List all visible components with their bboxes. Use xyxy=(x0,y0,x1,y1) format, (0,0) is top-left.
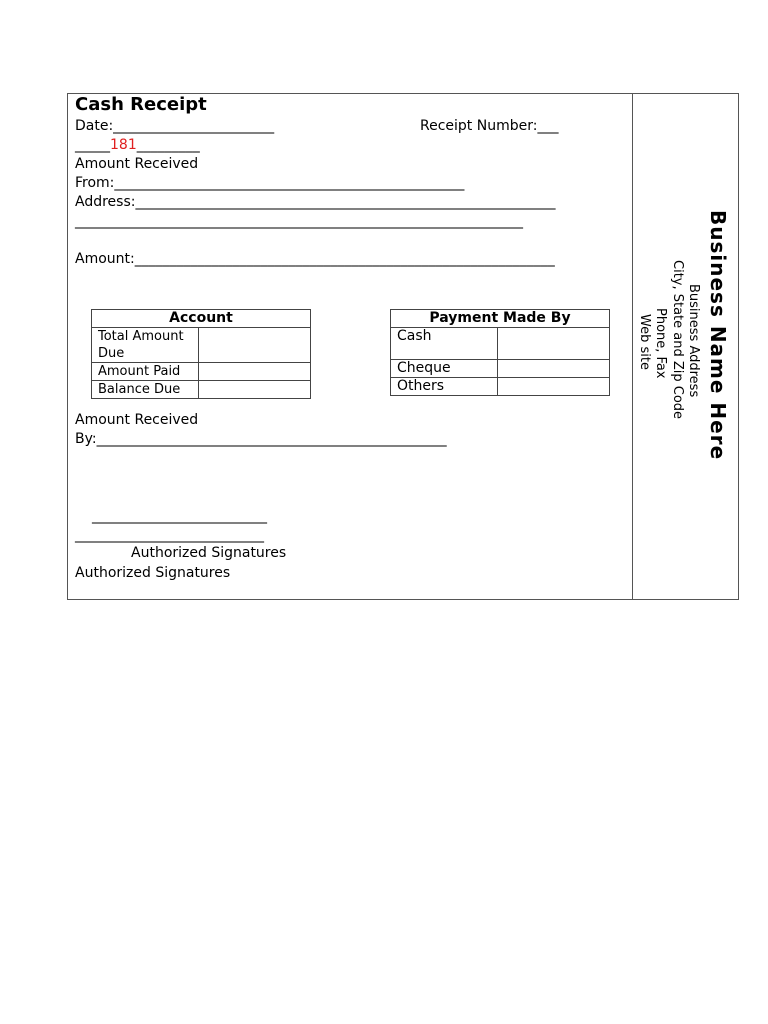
amount-paid-field[interactable] xyxy=(199,363,311,381)
amount-received-from-label: Amount Received xyxy=(75,156,199,172)
payment-table-header: Payment Made By xyxy=(391,310,610,328)
signature-line-2[interactable]: ___________________________ xyxy=(75,527,264,543)
cash-field[interactable] xyxy=(498,328,610,360)
table-cell-label: Amount Paid xyxy=(92,363,199,381)
cheque-field[interactable] xyxy=(498,360,610,378)
table-cell-label: Others xyxy=(391,378,498,396)
received-by-field[interactable]: By:__________________________________________________ xyxy=(75,431,447,447)
from-field[interactable]: From:__________________________________________________ xyxy=(75,175,465,191)
others-field[interactable] xyxy=(498,378,610,396)
table-row xyxy=(92,381,311,399)
business-website: Web site xyxy=(637,314,652,370)
balance-due-field[interactable] xyxy=(199,381,311,399)
signature-line[interactable]: _________________________ xyxy=(92,508,267,524)
account-table-header: Account xyxy=(92,310,311,328)
amount-received-by-label: Amount Received xyxy=(75,412,199,428)
amount-field[interactable]: Amount:____________________________________________________________ xyxy=(75,251,555,267)
table-row xyxy=(92,363,311,381)
table-row xyxy=(391,328,610,360)
receipt-number-suffix: _________ xyxy=(136,137,200,153)
receipt-title: Cash Receipt xyxy=(75,94,207,115)
business-address: Business Address xyxy=(686,284,701,398)
business-phone-fax: Phone, Fax xyxy=(653,308,668,379)
cash-receipt xyxy=(67,93,739,600)
table-cell-label: Total Amount Due xyxy=(92,328,199,363)
table-row xyxy=(391,360,610,378)
business-info-panel xyxy=(633,94,740,599)
address-field[interactable]: Address:____________________________________________________________ xyxy=(75,194,556,210)
table-cell-label: Cash xyxy=(391,328,498,360)
receipt-number-prefix: _____ xyxy=(75,137,110,153)
receipt-number-value: 181 xyxy=(110,137,137,153)
date-field[interactable]: Date:_______________________ xyxy=(75,118,275,134)
account-table xyxy=(91,309,311,399)
business-name: Business Name Here xyxy=(706,210,730,461)
table-row xyxy=(391,378,610,396)
payment-table xyxy=(390,309,610,396)
table-row xyxy=(92,328,311,363)
signature-label: Authorized Signatures xyxy=(131,545,287,561)
receipt-number-field[interactable] xyxy=(75,137,200,154)
table-cell-label: Balance Due xyxy=(92,381,199,399)
signature-label-2: Authorized Signatures xyxy=(75,565,231,581)
receipt-number-label: Receipt Number:___ xyxy=(420,118,559,134)
address-field-line-2[interactable]: ________________________________________________________________ xyxy=(75,213,523,229)
total-amount-due-field[interactable] xyxy=(199,328,311,363)
business-city-state-zip: City, State and Zip Code xyxy=(670,260,685,420)
table-cell-label: Cheque xyxy=(391,360,498,378)
